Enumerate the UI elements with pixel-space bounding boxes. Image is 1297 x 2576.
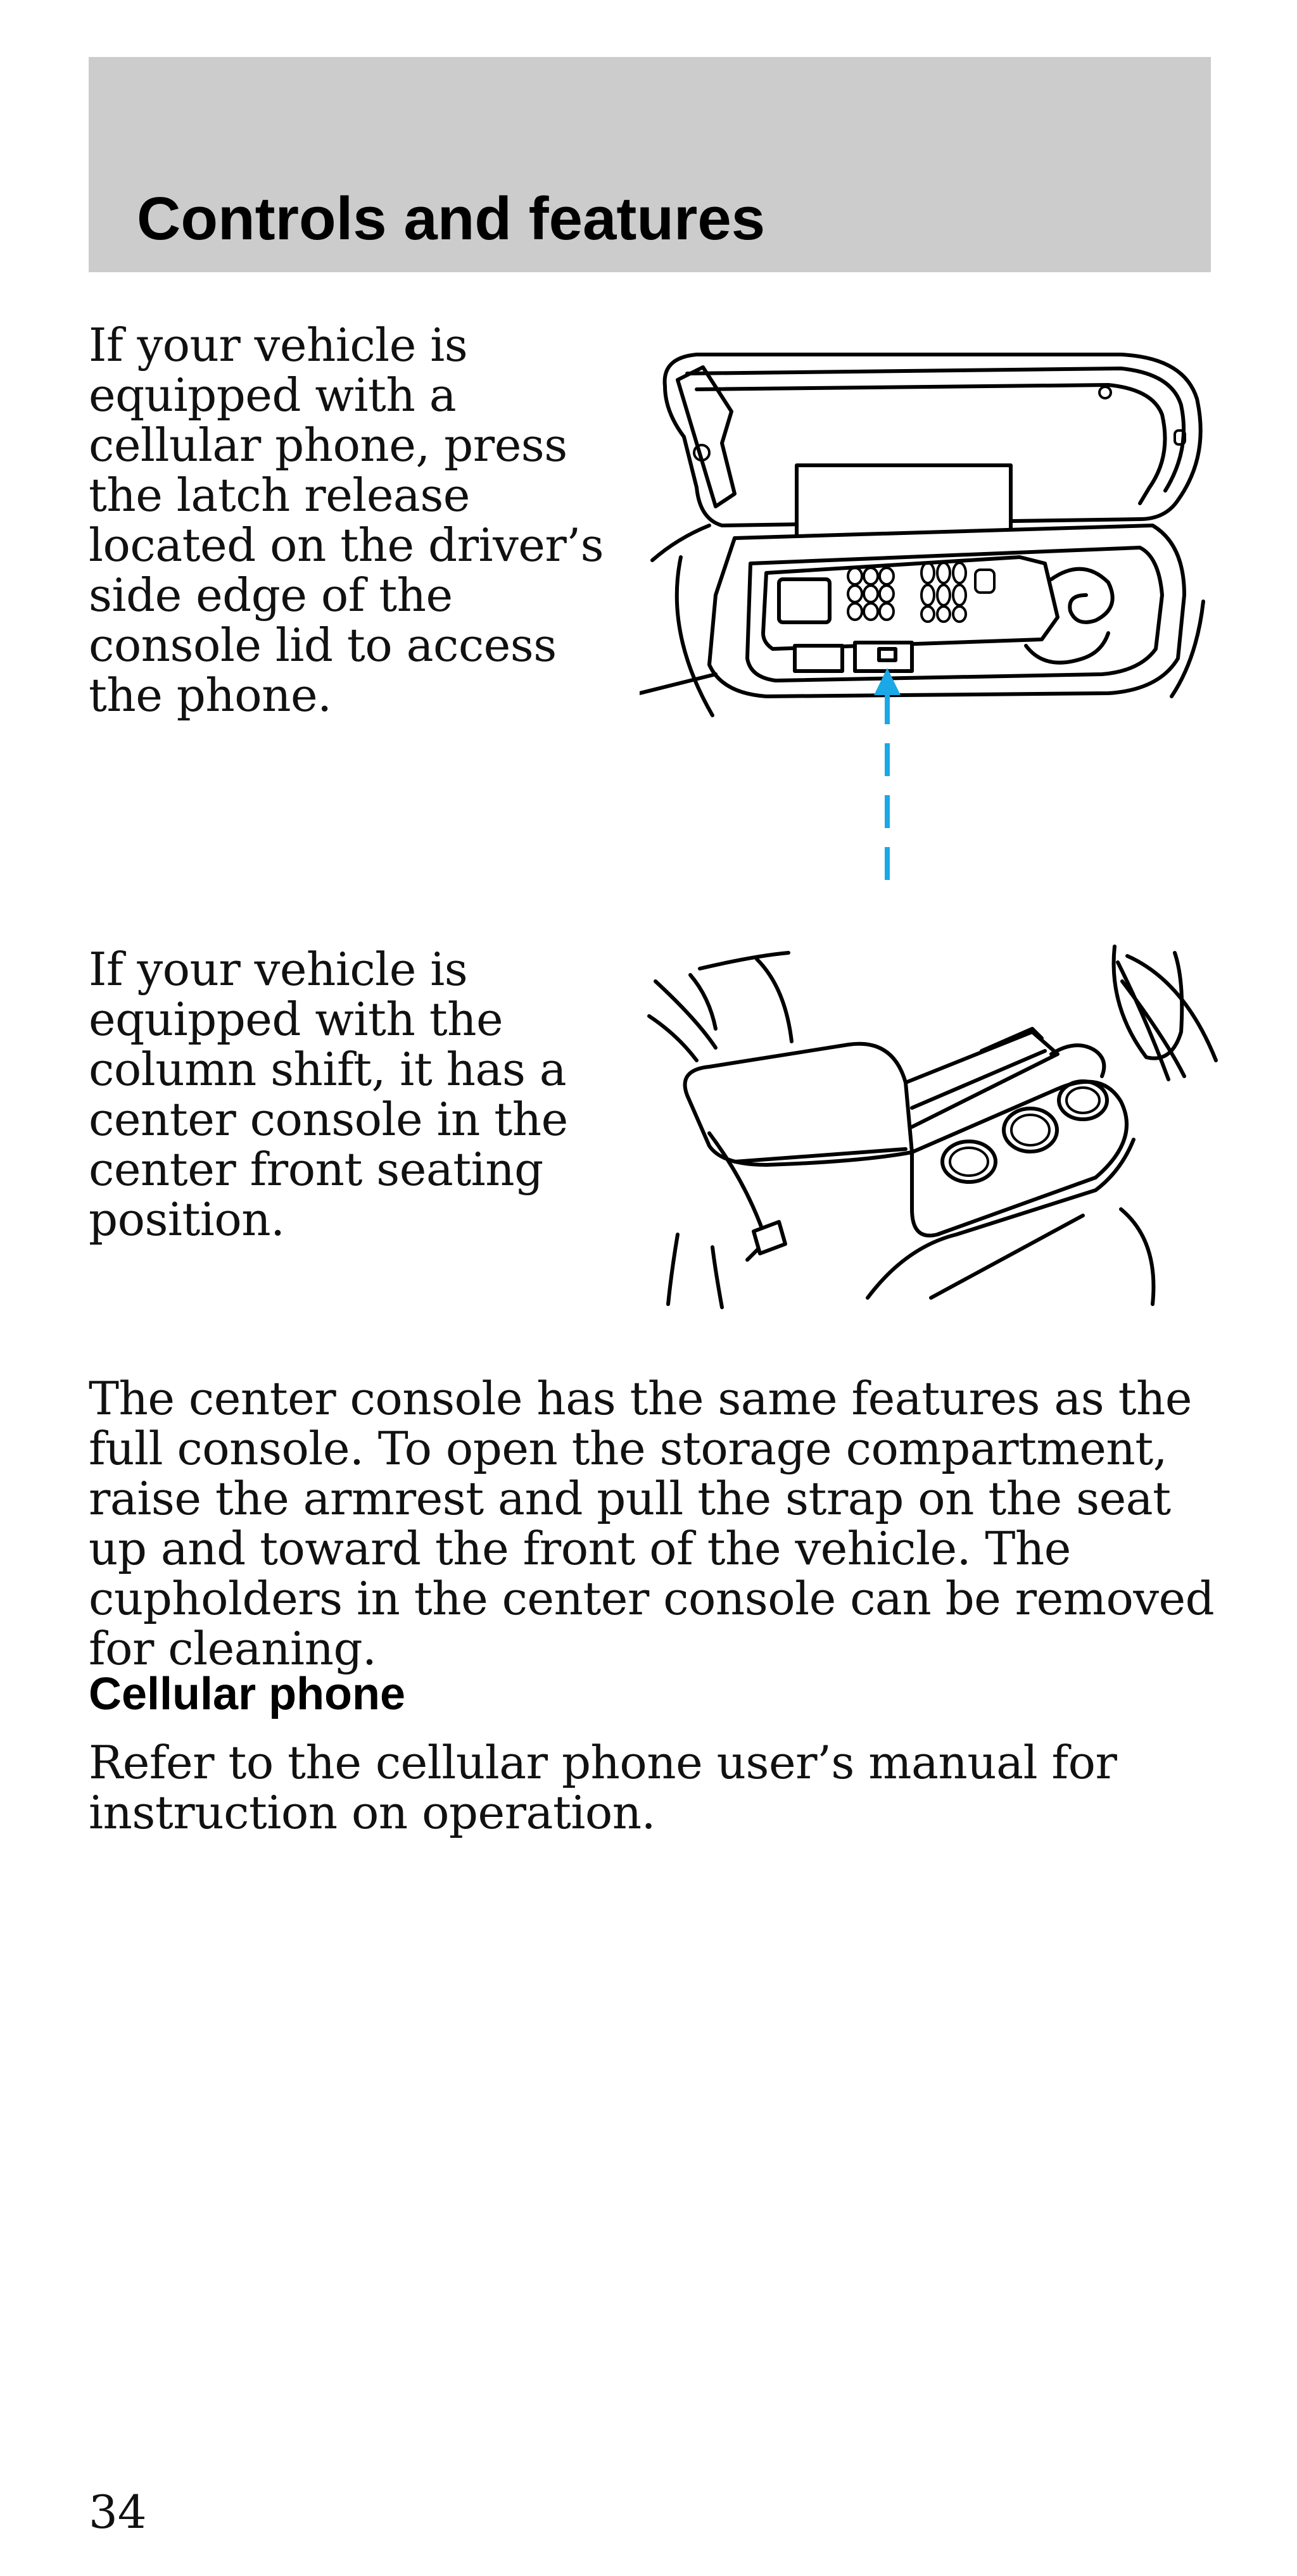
center-console-illustration [640,943,1229,1310]
center-console-intro-paragraph: If your vehicle is equipped with the column shift, it has a center console in the center front seating position. [89,943,568,1246]
console-phone-illustration [640,329,1229,886]
cellular-phone-heading: Cellular phone [89,1669,406,1719]
page-number: 34 [89,2485,147,2539]
center-console-details-paragraph: The center console has the same features as the full console. To open the storage compartment, raise the armrest and pull the strap on the seat up and toward the front of the vehicle. The cupholders in the center console can be removed for cleaning. [89,1372,1215,1675]
page-header-band [89,57,1211,272]
cellular-phone-paragraph: Refer to the cellular phone user’s manual for instruction on operation. [89,1736,1117,1839]
page-title: Controls and features [137,185,766,253]
phone-access-paragraph: If your vehicle is equipped with a cellular phone, press the latch release located on the driver’s side edge of the console lid to access the phone. [89,318,604,722]
